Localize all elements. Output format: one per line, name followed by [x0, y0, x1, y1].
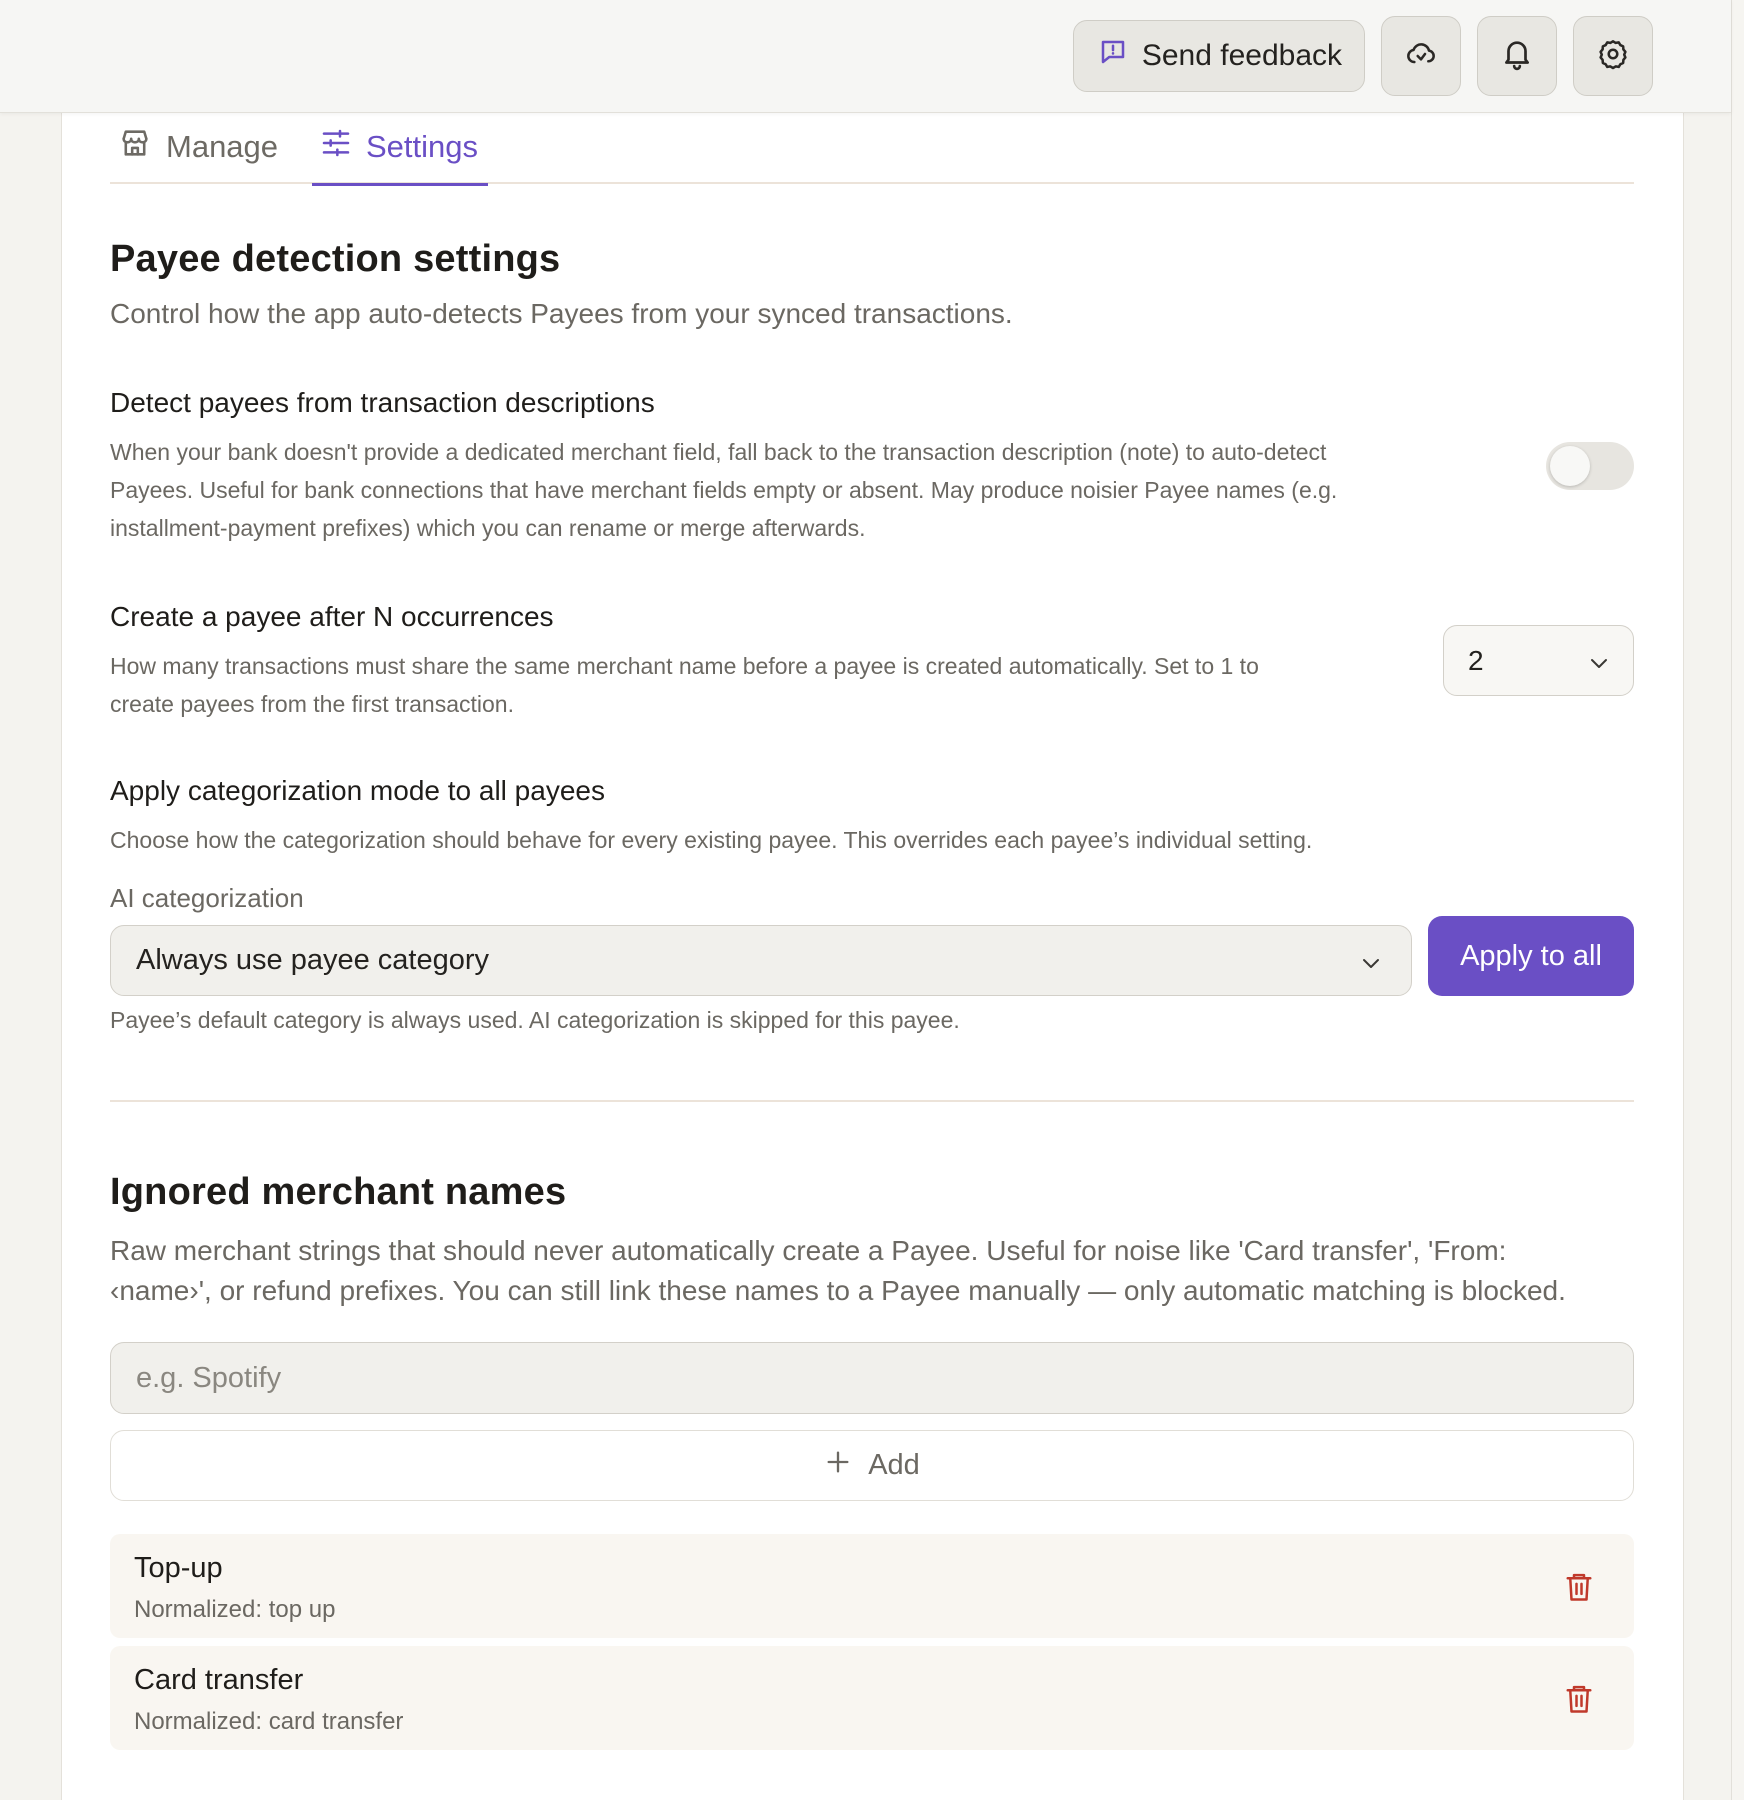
list-item	[110, 1534, 1634, 1638]
section-divider	[110, 1100, 1634, 1102]
categorization-title: Apply categorization mode to all payees	[110, 775, 605, 806]
send-feedback-button[interactable]	[1073, 20, 1365, 92]
ignored-merchant-normalized: Normalized: card transfer	[134, 1708, 404, 1735]
detect-desc-line-1: When your bank doesn't provide a dedicated merchant field, fall back to the transaction description (note) to auto-detect	[110, 439, 1327, 465]
tab-manage[interactable]	[118, 110, 278, 184]
notifications-button[interactable]	[1477, 16, 1557, 96]
sync-button[interactable]	[1381, 16, 1461, 96]
trash-icon[interactable]	[1564, 1682, 1594, 1721]
detect-from-description-text	[110, 433, 1530, 547]
settings-button[interactable]	[1573, 16, 1653, 96]
occurrences-value: 2	[1468, 644, 1484, 676]
toggle-knob	[1550, 446, 1590, 486]
bell-icon	[1500, 37, 1534, 76]
detect-desc-line-2: Payees. Useful for bank connections that have merchant fields empty or absent. May produce noisier Payee names (e.g.	[110, 477, 1338, 503]
detect-from-description-toggle[interactable]	[1546, 442, 1634, 490]
add-label: Add	[868, 1449, 920, 1481]
ignored-merchant-name: Top-up	[134, 1552, 223, 1584]
tab-settings[interactable]	[320, 110, 478, 184]
gear-icon	[1597, 38, 1629, 75]
tab-settings-label: Settings	[366, 129, 479, 164]
ignored-merchant-name: Card transfer	[134, 1664, 304, 1696]
add-ignored-merchant-button[interactable]	[110, 1430, 1634, 1501]
ignored-merchants-description	[110, 1231, 1634, 1311]
categorization-hint: Payee’s default category is always used. AI categorization is skipped for this payee.	[110, 1007, 960, 1033]
top-bar	[0, 0, 1731, 113]
chevron-down-icon	[1359, 950, 1383, 983]
ignored-desc-line-2: ‹name›', or refund prefixes. You can still link these names to a Payee manually — only automatic matching is blocked.	[110, 1275, 1566, 1306]
list-item	[110, 1646, 1634, 1750]
occurrences-desc-line-2: create payees from the first transaction.	[110, 691, 514, 717]
feedback-icon	[1098, 37, 1128, 75]
tab-bar	[110, 110, 1634, 184]
detect-desc-line-3: installment-payment prefixes) which you can rename or merge afterwards.	[110, 515, 866, 541]
occurrences-select[interactable]	[1443, 625, 1634, 696]
chevron-down-icon	[1587, 650, 1611, 682]
detect-from-description-title: Detect payees from transaction descriptions	[110, 387, 655, 418]
merchant-name-input[interactable]	[110, 1342, 1634, 1414]
ignored-merchants-title: Ignored merchant names	[110, 1171, 567, 1213]
ignored-merchant-normalized: Normalized: top up	[134, 1596, 336, 1623]
ai-categorization-label: AI categorization	[110, 883, 304, 913]
ignored-desc-line-1: Raw merchant strings that should never automatically create a Payee. Useful for noise like 'Card transfer', 'From:	[110, 1235, 1507, 1266]
categorization-description: Choose how the categorization should behave for every existing payee. This overrides each payee’s individual setting.	[110, 827, 1313, 853]
payee-detection-title: Payee detection settings	[110, 238, 561, 280]
top-bar-actions	[1073, 16, 1653, 96]
sync-cloud-icon	[1405, 38, 1437, 75]
window-edge	[1731, 0, 1744, 1800]
apply-to-all-button[interactable]: Apply to all	[1428, 916, 1634, 996]
sliders-icon	[320, 127, 352, 167]
trash-icon[interactable]	[1564, 1570, 1594, 1609]
payee-detection-description: Control how the app auto-detects Payees from your synced transactions.	[110, 298, 1013, 329]
send-feedback-label: Send feedback	[1141, 39, 1342, 72]
categorization-mode-select[interactable]	[110, 925, 1412, 996]
occurrences-text	[110, 647, 1410, 723]
occurrences-desc-line-1: How many transactions must share the same merchant name before a payee is created automatically. Set to 1 to	[110, 653, 1259, 679]
plus-icon	[824, 1448, 852, 1484]
tab-manage-label: Manage	[166, 129, 279, 164]
categorization-mode-value: Always use payee category	[136, 944, 490, 976]
occurrences-title: Create a payee after N occurrences	[110, 601, 554, 632]
store-icon	[118, 126, 152, 168]
